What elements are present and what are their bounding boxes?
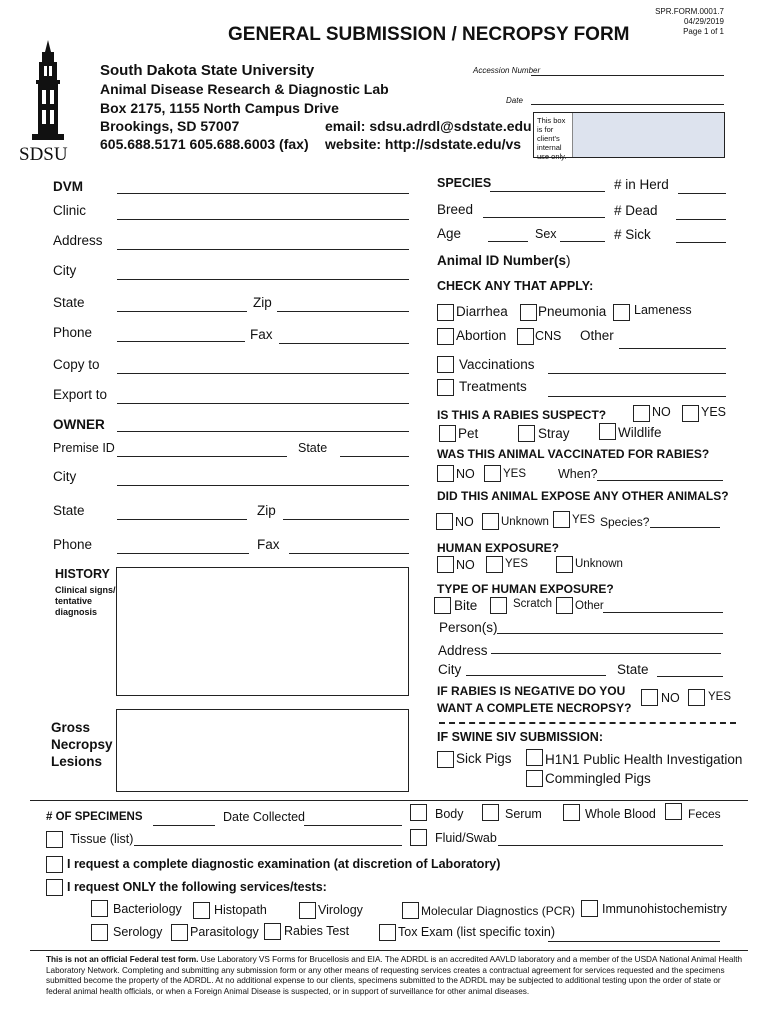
date-input[interactable]	[531, 104, 724, 105]
tissue-input[interactable]	[134, 845, 402, 846]
expose-yes-label: YES	[572, 514, 596, 526]
wildlife-checkbox[interactable]	[599, 423, 616, 440]
specimens-count-input[interactable]	[153, 825, 215, 826]
owner-zip-input[interactable]	[283, 519, 409, 520]
state-input[interactable]	[117, 311, 247, 312]
necropsy-yes-label: YES	[708, 691, 732, 703]
owner-phone-label: Phone	[53, 537, 93, 552]
fluid-swab-checkbox[interactable]	[410, 829, 427, 846]
rabies-suspect-no-label: NO	[652, 405, 671, 419]
export-to-label: Export to	[53, 387, 108, 402]
abortion-label: Abortion	[456, 328, 507, 343]
page-number: Page 1 of 1	[683, 27, 724, 36]
tox-exam-input[interactable]	[548, 941, 720, 942]
treatments-input[interactable]	[548, 396, 726, 397]
animal-id-row	[437, 253, 571, 268]
virology-label: Virology	[318, 903, 363, 917]
rabies-suspect-question: IS THIS A RABIES SUSPECT?	[437, 408, 607, 422]
internal-use-note: This box is for client's internal use only.	[537, 116, 567, 161]
copy-to-input[interactable]	[117, 373, 409, 374]
when-label: When?	[558, 467, 598, 481]
fax-input[interactable]	[279, 343, 409, 344]
fluid-swab-input[interactable]	[498, 845, 723, 846]
scratch-checkbox[interactable]	[490, 597, 507, 614]
sick-pigs-checkbox[interactable]	[437, 751, 454, 768]
tissue-label: Tissue (list)	[70, 832, 134, 846]
rabies-vaccinated-question: WAS THIS ANIMAL VACCINATED FOR RABIES?	[437, 447, 710, 461]
copy-to-label: Copy to	[53, 357, 100, 372]
form-title: GENERAL SUBMISSION / NECROPSY FORM	[228, 24, 630, 45]
owner-fax-label: Fax	[257, 537, 280, 552]
treatments-label: Treatments	[459, 379, 527, 394]
when-input[interactable]	[597, 480, 723, 481]
parasitology-label: Parasitology	[190, 925, 259, 939]
necropsy-yes-checkbox[interactable]	[688, 689, 705, 706]
rabies-negative-question-2: WANT A COMPLETE NECROPSY?	[437, 701, 632, 715]
serum-checkbox[interactable]	[482, 804, 499, 821]
lab-city: Brookings, SD 57007	[100, 118, 240, 134]
owner-phone-input[interactable]	[117, 553, 249, 554]
section-divider	[30, 800, 748, 801]
human-yes-checkbox[interactable]	[486, 556, 503, 573]
breed-input[interactable]	[483, 217, 605, 218]
gross-label-2: Necropsy	[51, 737, 113, 752]
necropsy-no-label: NO	[661, 691, 680, 705]
persons-label: Person(s)	[439, 620, 498, 635]
whole-blood-label: Whole Blood	[585, 807, 656, 821]
diarrhea-checkbox[interactable]	[437, 304, 454, 321]
age-input[interactable]	[488, 241, 528, 242]
history-sub3: diagnosis	[55, 607, 98, 617]
university-name: South Dakota State University	[100, 62, 315, 79]
other-input[interactable]	[619, 348, 726, 349]
treatments-checkbox[interactable]	[437, 379, 454, 396]
internal-use-box[interactable]	[533, 112, 725, 161]
scratch-label: Scratch	[513, 598, 552, 610]
virology-checkbox[interactable]	[299, 902, 316, 919]
city-input[interactable]	[117, 279, 409, 280]
state-label: State	[53, 295, 85, 310]
pet-checkbox[interactable]	[439, 425, 456, 442]
vaccinated-no-label: NO	[456, 467, 475, 481]
animal-id-label: Animal ID Number(s	[437, 253, 567, 268]
owner-zip-label: Zip	[257, 503, 276, 518]
clinic-label: Clinic	[53, 203, 87, 218]
disclaimer	[46, 955, 746, 997]
parasitology-checkbox[interactable]	[171, 924, 188, 941]
zip-input[interactable]	[277, 311, 409, 312]
accession-input[interactable]	[531, 75, 724, 76]
other-exposure-input[interactable]	[603, 612, 723, 613]
lameness-checkbox[interactable]	[613, 304, 630, 321]
lab-phones: 605.688.5171 605.688.6003 (fax)	[100, 136, 309, 152]
species-input[interactable]	[490, 191, 605, 192]
tox-exam-label: Tox Exam (list specific toxin)	[398, 925, 555, 939]
molecular-checkbox[interactable]	[402, 902, 419, 919]
pet-label: Pet	[458, 426, 479, 441]
persons-input[interactable]	[497, 633, 723, 634]
expose-animals-question: DID THIS ANIMAL EXPOSE ANY OTHER ANIMALS?	[437, 489, 729, 503]
vaccinated-yes-checkbox[interactable]	[484, 465, 501, 482]
rabies-negative-question-1: IF RABIES IS NEGATIVE DO YOU	[437, 684, 626, 698]
molecular-label: Molecular Diagnostics (PCR)	[421, 904, 576, 918]
expose-no-label: NO	[455, 515, 474, 529]
export-to-input[interactable]	[117, 403, 409, 404]
cns-label: CNS	[535, 329, 562, 343]
gross-label-3: Lesions	[51, 754, 103, 769]
phone-label: Phone	[53, 325, 93, 340]
specimens-count-label: # OF SPECIMENS	[46, 811, 143, 823]
other-exposure-checkbox[interactable]	[556, 597, 573, 614]
dead-input[interactable]	[676, 219, 726, 220]
pneumonia-checkbox[interactable]	[520, 304, 537, 321]
form-meta	[655, 7, 724, 37]
h1n1-checkbox[interactable]	[526, 749, 543, 766]
vaccinations-checkbox[interactable]	[437, 356, 454, 373]
rabies-test-label: Rabies Test	[284, 924, 350, 938]
person-city-input[interactable]	[466, 675, 606, 676]
serology-checkbox[interactable]	[91, 924, 108, 941]
only-following-label: I request ONLY the following services/tests:	[67, 880, 327, 894]
owner-input[interactable]	[117, 431, 409, 432]
owner-state-label: State	[53, 503, 85, 518]
history-sub1: Clinical signs/	[55, 585, 116, 595]
in-herd-label: # in Herd	[614, 177, 669, 192]
rabies-suspect-yes-checkbox[interactable]	[682, 405, 699, 422]
tissue-checkbox[interactable]	[46, 831, 63, 848]
pneumonia-label: Pneumonia	[538, 304, 607, 319]
person-state-label: State	[617, 662, 649, 677]
person-address-label: Address	[438, 643, 488, 658]
human-exposure-type-question: TYPE OF HUMAN EXPOSURE?	[437, 582, 614, 596]
owner-city-label: City	[53, 469, 77, 484]
dead-label: # Dead	[614, 203, 658, 218]
other-label: Other	[580, 328, 614, 343]
rabies-suspect-no-checkbox[interactable]	[633, 405, 650, 422]
date-collected-label: Date Collected	[223, 810, 305, 824]
human-unknown-checkbox[interactable]	[556, 556, 573, 573]
form-date: 04/29/2019	[683, 17, 724, 26]
h1n1-label: H1N1 Public Health Investigation	[545, 752, 743, 767]
check-title: CHECK ANY THAT APPLY:	[437, 279, 594, 293]
bite-checkbox[interactable]	[434, 597, 451, 614]
address-label: Address	[53, 233, 103, 248]
expose-no-checkbox[interactable]	[436, 513, 453, 530]
vaccinations-input[interactable]	[548, 373, 726, 374]
commingled-label: Commingled Pigs	[545, 771, 651, 786]
serum-label: Serum	[505, 807, 542, 821]
zip-label: Zip	[253, 295, 272, 310]
disclaimer-text: Use Laboratory VS Forms for Brucellosis and EIA. The ADRDL is an accredited AAVLD laboratory and a member of the USDA National Animal Health Laboratory Network. Completing and submitting any submission form or any other means of requesting services creates a contractual agreement for services requested and the specimens submitted become the property of the ADRDL. At no additional expense to our clients, specimens submitted to the ADRDL may be subjected to additional testing upon the order of state or federal animal health officials, or when a Foreign Animal Disease is suspected, or in support of surveillance for other animal diseases.	[46, 955, 743, 996]
commingled-checkbox[interactable]	[526, 770, 543, 787]
phone-input[interactable]	[117, 341, 245, 342]
dvm-label: DVM	[53, 179, 83, 194]
human-no-checkbox[interactable]	[437, 556, 454, 573]
animal-id-close: )	[566, 253, 571, 268]
lab-name: Animal Disease Research & Diagnostic Lab	[100, 81, 389, 97]
bacteriology-checkbox[interactable]	[91, 900, 108, 917]
dashed-divider	[439, 722, 736, 724]
stray-label: Stray	[538, 426, 570, 441]
diarrhea-label: Diarrhea	[456, 304, 508, 319]
human-exposure-question: HUMAN EXPOSURE?	[437, 541, 560, 555]
premise-id-input[interactable]	[117, 456, 287, 457]
date-label: Date	[506, 96, 523, 105]
body-checkbox[interactable]	[410, 804, 427, 821]
date-collected-input[interactable]	[304, 825, 402, 826]
human-yes-label: YES	[505, 558, 529, 570]
lab-box: Box 2175, 1155 North Campus Drive	[100, 100, 339, 116]
expose-unknown-checkbox[interactable]	[482, 513, 499, 530]
city-label: City	[53, 263, 77, 278]
serology-label: Serology	[113, 925, 163, 939]
history-label: HISTORY	[55, 567, 110, 581]
owner-state-input-top[interactable]	[340, 456, 409, 457]
histopath-checkbox[interactable]	[193, 902, 210, 919]
in-herd-input[interactable]	[678, 193, 726, 194]
address-input[interactable]	[117, 249, 409, 250]
person-state-input[interactable]	[657, 676, 723, 677]
other-exposure-label: Other	[575, 600, 604, 612]
histopath-label: Histopath	[214, 903, 267, 917]
ihc-label: Immunohistochemistry	[602, 902, 728, 916]
history-sub2: tentative	[55, 596, 93, 606]
necropsy-no-checkbox[interactable]	[641, 689, 658, 706]
logo-text: SDSU	[19, 144, 68, 165]
lameness-label: Lameness	[634, 303, 692, 317]
premise-id-label: Premise ID	[53, 441, 115, 455]
breed-label: Breed	[437, 202, 474, 217]
owner-fax-input[interactable]	[289, 553, 409, 554]
rabies-test-checkbox[interactable]	[264, 923, 281, 940]
sick-label: # Sick	[614, 227, 651, 242]
body-label: Body	[435, 807, 464, 821]
vaccinated-yes-label: YES	[503, 468, 527, 480]
species-label: SPECIES	[437, 176, 492, 190]
complete-exam-checkbox[interactable]	[46, 856, 63, 873]
swine-title: IF SWINE SIV SUBMISSION:	[437, 730, 603, 744]
owner-state-input[interactable]	[117, 519, 247, 520]
species-question-input[interactable]	[650, 527, 720, 528]
gross-label-1: Gross	[51, 720, 91, 735]
feces-label: Feces	[688, 807, 721, 821]
history-textarea[interactable]	[116, 567, 409, 696]
bacteriology-label: Bacteriology	[113, 902, 182, 916]
lab-email: email: sdsu.adrdl@sdstate.edu	[325, 118, 532, 134]
owner-label: OWNER	[53, 417, 105, 432]
person-city-label: City	[438, 662, 462, 677]
expose-unknown-label: Unknown	[501, 516, 549, 528]
cns-checkbox[interactable]	[517, 328, 534, 345]
owner-state-label-top: State	[298, 441, 328, 455]
fax-label: Fax	[250, 327, 273, 342]
age-label: Age	[437, 226, 462, 241]
complete-exam-label: I request a complete diagnostic examination (at discretion of Laboratory)	[67, 857, 501, 871]
lab-website: website: http://sdstate.edu/vs	[325, 136, 522, 152]
internal-use-field[interactable]	[572, 113, 724, 157]
human-no-label: NO	[456, 558, 475, 572]
tox-exam-checkbox[interactable]	[379, 924, 396, 941]
clinic-input[interactable]	[117, 219, 409, 220]
person-address-input[interactable]	[491, 653, 721, 654]
only-following-checkbox[interactable]	[46, 879, 63, 896]
fluid-swab-label: Fluid/Swab	[435, 831, 497, 845]
disclaimer-bold: This is not an official Federal test form.	[46, 955, 199, 964]
wildlife-label: Wildlife	[618, 425, 662, 440]
abortion-checkbox[interactable]	[437, 328, 454, 345]
species-question-label: Species?	[600, 515, 650, 529]
feces-checkbox[interactable]	[665, 803, 682, 820]
sick-input[interactable]	[676, 242, 726, 243]
sex-input[interactable]	[560, 241, 605, 242]
dvm-input[interactable]	[117, 193, 409, 194]
human-unknown-label: Unknown	[575, 558, 623, 570]
stray-checkbox[interactable]	[518, 425, 535, 442]
form-id: SPR.FORM.0001.7	[655, 7, 724, 16]
ihc-checkbox[interactable]	[581, 900, 598, 917]
rabies-suspect-yes-label: YES	[701, 405, 727, 419]
expose-yes-checkbox[interactable]	[553, 511, 570, 528]
vaccinated-no-checkbox[interactable]	[437, 465, 454, 482]
footer-divider	[30, 950, 748, 951]
vaccinations-label: Vaccinations	[459, 357, 535, 372]
gross-lesions-textarea[interactable]	[116, 709, 409, 792]
bite-label: Bite	[454, 598, 478, 613]
sex-label: Sex	[535, 227, 557, 241]
sick-pigs-label: Sick Pigs	[456, 751, 512, 766]
accession-label: Accession Number	[473, 66, 541, 75]
whole-blood-checkbox[interactable]	[563, 804, 580, 821]
owner-city-input[interactable]	[117, 485, 409, 486]
